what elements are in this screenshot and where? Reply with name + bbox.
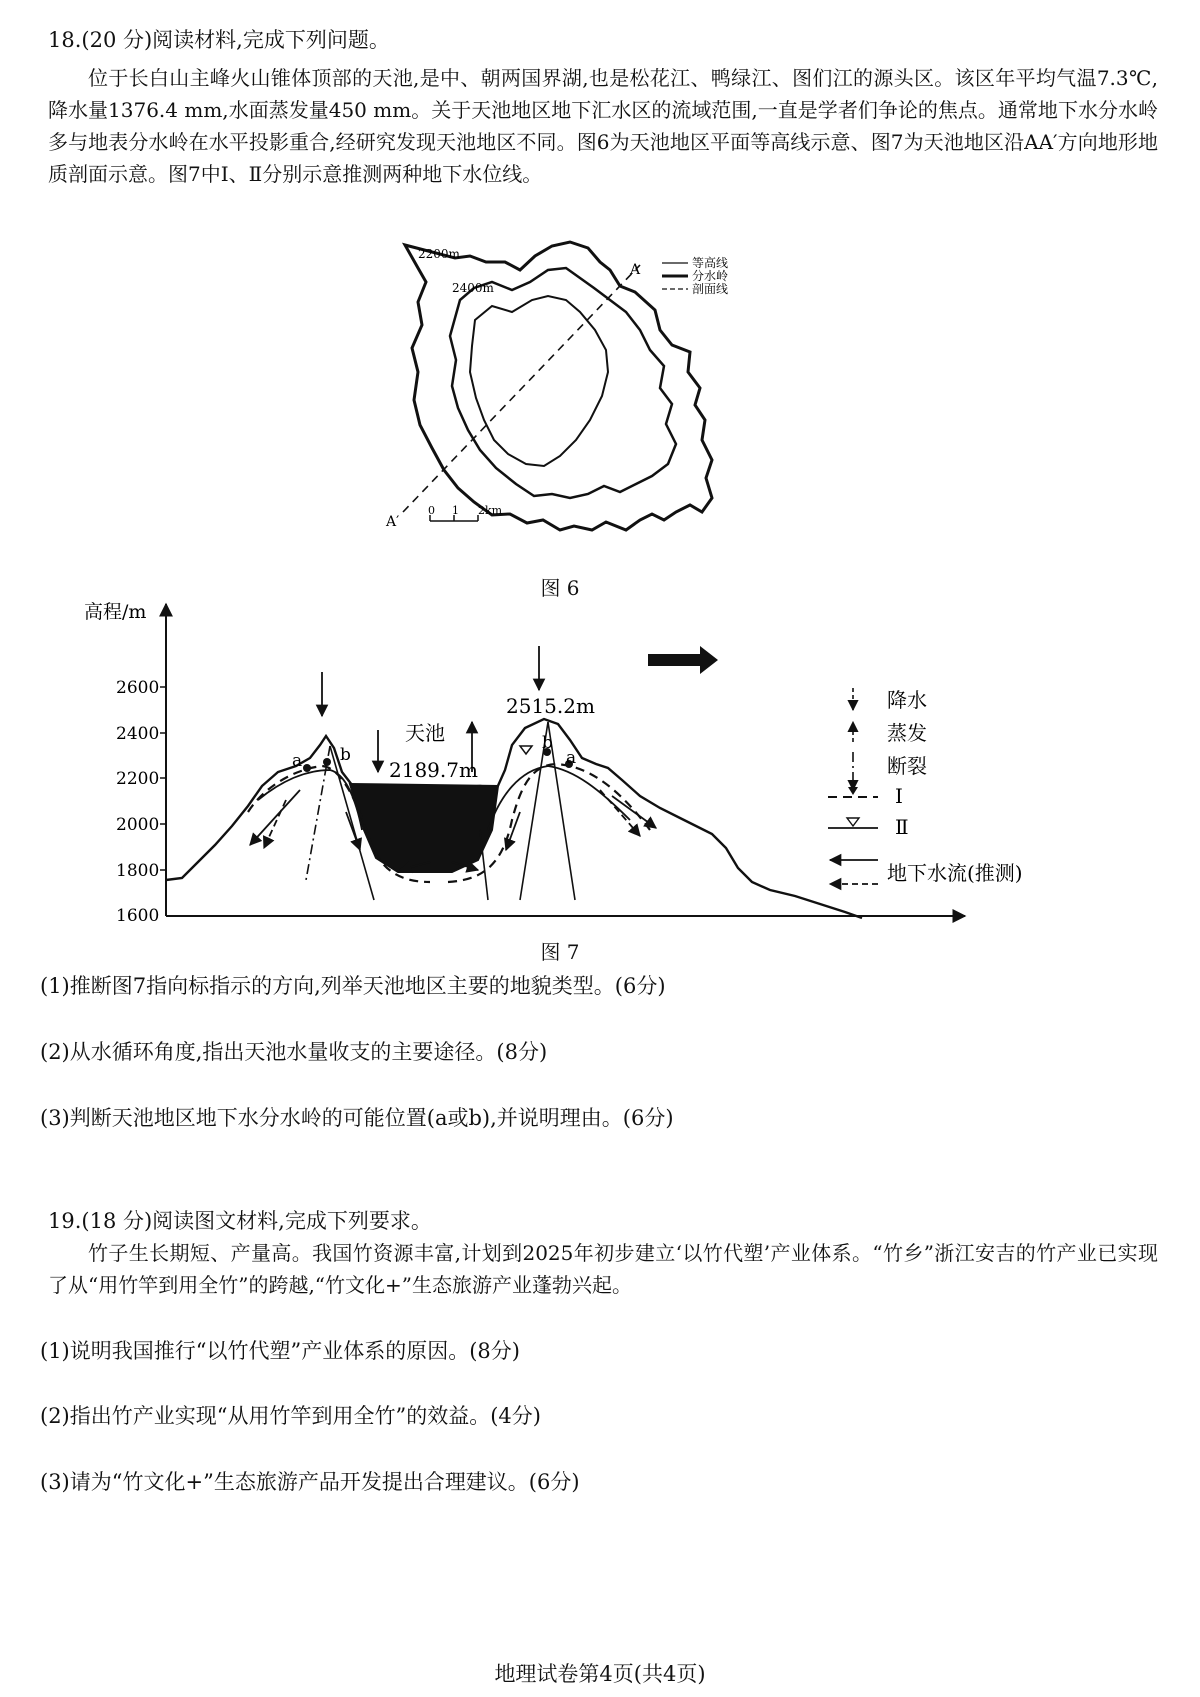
figure-6-contour-map <box>380 238 820 550</box>
tick-2000: 2000 <box>116 815 160 835</box>
legend-water-table-I: Ⅰ <box>895 784 903 808</box>
q18-paragraph: 位于长白山主峰火山锥体顶部的天池,是中、朝两国界湖,也是松花江、鸭绿江、图们江的源头区。该区年平均气温7.3℃,降水量1376.4 mm,水面蒸发量450 mm。关于天池地区地下汇水区的流域范围,一直是学者们争论的焦点。通常地下水分水岭多与地表分水岭在水平投影重合,经研究发现天池地区不同。图6为天池地区平面等高线示意、图7为天池地区沿AA′方向地形地质剖面示意。图7中Ⅰ、Ⅱ分别示意推测两种地下水位线。 <box>48 66 1158 186</box>
label-a-left: a <box>292 751 303 771</box>
scale-bar <box>428 504 503 521</box>
legend-fault: 断裂 <box>887 754 927 778</box>
terrain-profile <box>166 719 862 918</box>
lake-elevation: 2189.7m <box>389 758 478 782</box>
figure-7-cross-section <box>70 596 1130 932</box>
tick-2400: 2400 <box>116 724 160 744</box>
point-a-prime-label: A′ <box>386 514 400 530</box>
direction-arrow <box>648 646 718 674</box>
fig6-caption: 图 6 <box>540 576 580 600</box>
q19-paragraph: 竹子生长期短、产量高。我国竹资源丰富,计划到2025年初步建立‘以竹代塑’产业体系。“竹乡”浙江安吉的竹产业已实现了从“用竹竿到用全竹”的跨越,“竹文化+”生态旅游产业蓬勃兴起。 <box>48 1241 1158 1297</box>
contour-2400 <box>450 268 676 498</box>
legend-water-table-II: Ⅱ <box>895 815 909 839</box>
tick-1800: 1800 <box>116 861 160 881</box>
legend-groundwater-flow: 地下水流(推测) <box>887 861 1023 885</box>
label-b-left: b <box>340 745 351 765</box>
lake-name: 天池 <box>405 721 445 745</box>
legend-contour: 等高线 <box>692 256 729 270</box>
contour-label-2400: 2400m <box>452 281 494 295</box>
q18-sub-1: (1)推断图7指向标指示的方向,列举天池地区主要的地貌类型。(6分) <box>40 974 666 998</box>
tick-1600: 1600 <box>116 906 160 926</box>
scale-0: 0 <box>428 504 435 517</box>
q18-sub-2: (2)从水循环角度,指出天池水量收支的主要途径。(8分) <box>40 1040 548 1064</box>
y-ticks <box>116 678 166 926</box>
q19-sub-3: (3)请为“竹文化+”生态旅游产品开发提出合理建议。(6分) <box>40 1470 580 1494</box>
tick-2200: 2200 <box>116 769 160 789</box>
page-footer: 地理试卷第4页(共4页) <box>494 1662 706 1686</box>
peak-elevation: 2515.2m <box>506 694 595 718</box>
q19-sub-2: (2)指出竹产业实现“从用竹竿到用全竹”的效益。(4分) <box>40 1404 541 1428</box>
contour-inner <box>470 296 608 466</box>
tick-2600: 2600 <box>116 678 160 698</box>
point-a-label: A <box>630 262 641 278</box>
q18-sub-3: (3)判断天池地区地下水分水岭的可能位置(a或b),并说明理由。(6分) <box>40 1106 674 1130</box>
q19-heading: 19.(18 分)阅读图文材料,完成下列要求。 <box>48 1209 432 1233</box>
contour-label-2200: 2200m <box>418 247 460 261</box>
scale-2km: 2km <box>478 504 503 517</box>
legend-evap: 蒸发 <box>887 721 927 745</box>
legend-precip: 降水 <box>887 688 927 712</box>
y-axis-label: 高程/m <box>84 601 147 623</box>
legend-section-line: 剖面线 <box>692 282 729 296</box>
q18-heading: 18.(20 分)阅读材料,完成下列问题。 <box>48 28 390 52</box>
scale-1: 1 <box>452 504 459 517</box>
fig7-caption: 图 7 <box>540 940 580 964</box>
legend-divide: 分水岭 <box>692 269 729 283</box>
q19-sub-1: (1)说明我国推行“以竹代塑”产业体系的原因。(8分) <box>40 1339 520 1363</box>
label-b-right: b <box>542 733 553 753</box>
tianchi-lake <box>350 784 498 872</box>
label-a-right: a <box>566 748 577 768</box>
fig6-legend <box>662 255 728 296</box>
fig7-legend <box>828 688 1023 885</box>
